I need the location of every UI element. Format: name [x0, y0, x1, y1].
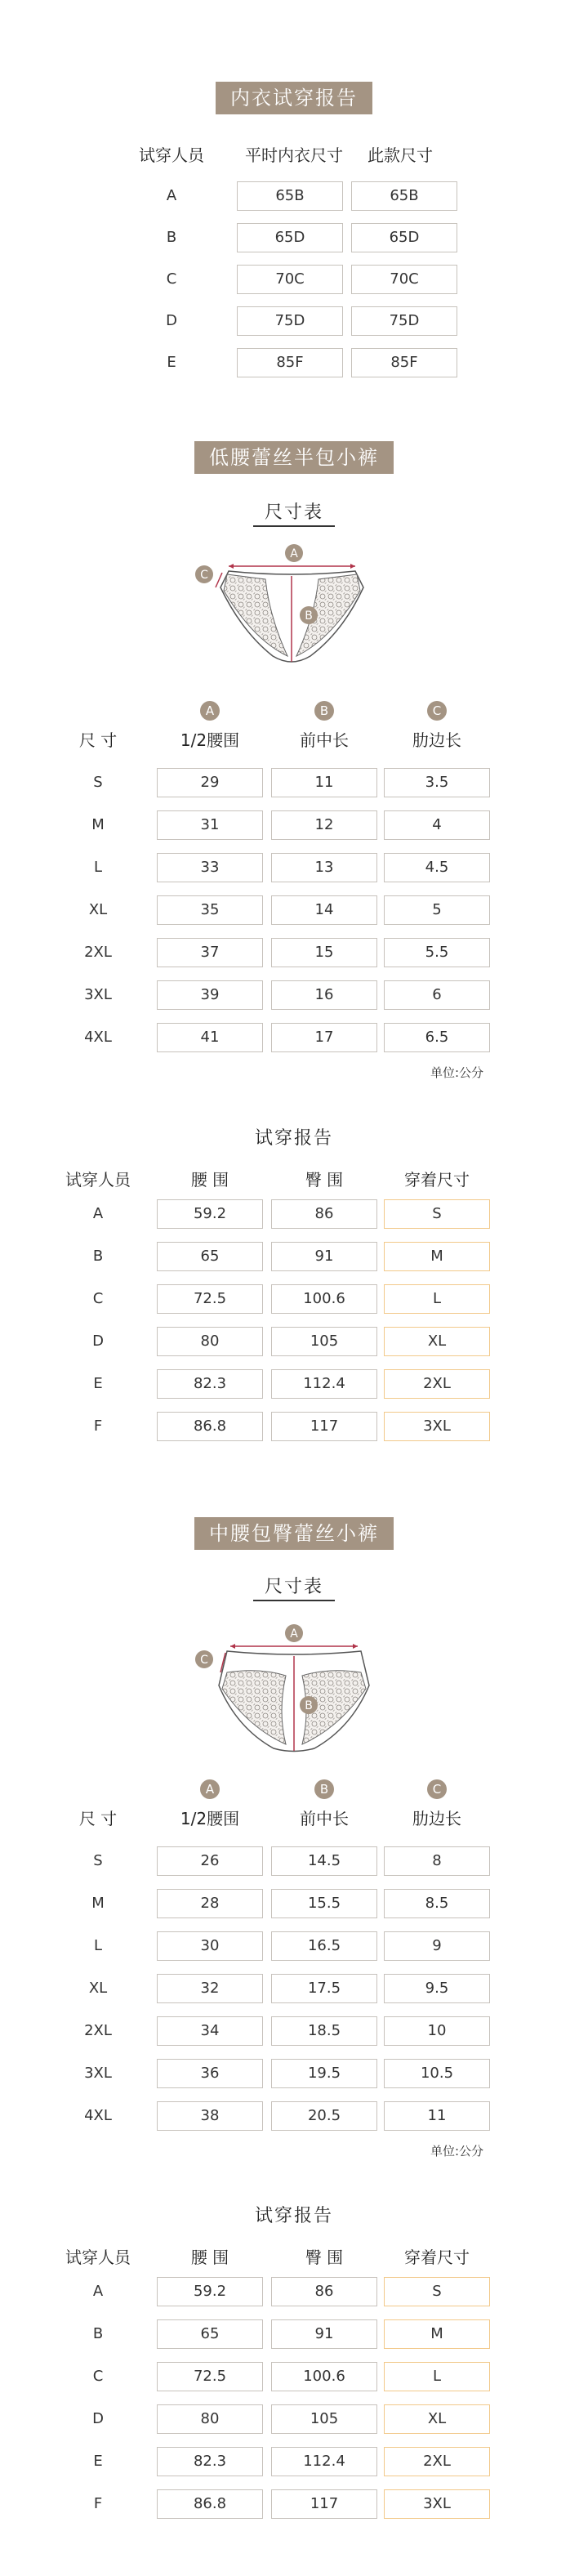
column-header: 平时内衣尺寸 — [245, 145, 343, 165]
usual-size-cell: 75D — [237, 306, 343, 336]
column-badge: C — [427, 701, 447, 721]
fit-report-title: 试穿报告 — [254, 1128, 333, 1149]
waist-column-header: 腰 围 — [190, 2248, 229, 2267]
worn-size-cell: 2XL — [384, 2447, 490, 2476]
table-header-row — [0, 141, 588, 170]
bra-report-banner — [216, 82, 372, 114]
half-waist-header: 1/2腰围 — [180, 1809, 240, 1828]
front-length-cell: 18.5 — [271, 2016, 377, 2046]
waist-cell: 80 — [157, 2404, 263, 2434]
diagram-label-c: C — [200, 1654, 208, 1667]
person-label: F — [93, 1417, 103, 1435]
size-label: M — [91, 816, 105, 833]
hip-column-header: 臀 围 — [305, 2248, 344, 2267]
half-waist-cell: 35 — [157, 895, 263, 925]
waist-cell: 86.8 — [157, 2489, 263, 2519]
size-label: XL — [88, 1980, 108, 1997]
table-row — [0, 348, 588, 377]
size-row — [0, 2059, 588, 2088]
size-chart-underline — [253, 1600, 335, 1601]
front-length-cell: 15 — [271, 938, 377, 967]
half-waist-cell: 33 — [157, 853, 263, 882]
this-size-cell: 75D — [351, 306, 457, 336]
person-label: A — [92, 2283, 104, 2300]
low-waist-brief-diagram — [180, 535, 392, 674]
side-length-cell: 8 — [384, 1846, 490, 1876]
size-label: 2XL — [84, 2022, 112, 2039]
worn-size-cell: 2XL — [384, 1369, 490, 1399]
hip-cell: 86 — [271, 2277, 377, 2306]
side-length-cell: 5.5 — [384, 938, 490, 967]
worn-size-cell: 3XL — [384, 2489, 490, 2519]
front-length-cell: 11 — [271, 768, 377, 797]
worn-size-cell: M — [384, 2319, 490, 2349]
half-waist-cell: 36 — [157, 2059, 263, 2088]
half-waist-cell: 29 — [157, 768, 263, 797]
side-length-cell: 6 — [384, 980, 490, 1010]
size-label: 3XL — [84, 2065, 112, 2082]
side-length-header: 肋边长 — [412, 730, 461, 750]
hip-column-header: 臀 围 — [305, 1170, 344, 1190]
side-length-cell: 3.5 — [384, 768, 490, 797]
mid-waist-brief-diagram — [180, 1614, 392, 1761]
report-row — [0, 1327, 588, 1356]
person-column-header: 试穿人员 — [65, 2248, 131, 2267]
report-row — [0, 1369, 588, 1399]
usual-size-cell: 70C — [237, 265, 343, 294]
worn-size-column-header: 穿着尺寸 — [404, 2248, 470, 2267]
worn-size-cell: XL — [384, 2404, 490, 2434]
person-label: D — [92, 1333, 104, 1350]
usual-size-cell: 85F — [237, 348, 343, 377]
column-header: 此款尺寸 — [368, 145, 433, 165]
half-waist-cell: 37 — [157, 938, 263, 967]
diagram-label-a: A — [290, 1627, 298, 1641]
table-row — [0, 306, 588, 336]
size-column-header: 尺 寸 — [78, 730, 118, 750]
size-row — [0, 1889, 588, 1918]
size-row — [0, 853, 588, 882]
size-row — [0, 768, 588, 797]
size-header-row — [0, 725, 588, 755]
bra-report-title: 内衣试穿报告 — [230, 87, 358, 109]
size-label: S — [93, 774, 103, 791]
size-label: M — [91, 1895, 105, 1912]
report-row — [0, 2362, 588, 2391]
column-badge: A — [200, 701, 220, 721]
size-label: 4XL — [84, 1029, 112, 1046]
this-size-cell: 65B — [351, 181, 457, 211]
report-row — [0, 1284, 588, 1314]
this-size-cell: 85F — [351, 348, 457, 377]
hip-cell: 100.6 — [271, 2362, 377, 2391]
fit-report-title: 试穿报告 — [254, 2206, 333, 2226]
size-chart-title: 尺寸表 — [264, 1577, 323, 1597]
column-badge: A — [200, 1779, 220, 1799]
hip-cell: 105 — [271, 1327, 377, 1356]
half-waist-cell: 28 — [157, 1889, 263, 1918]
waist-cell: 65 — [157, 1242, 263, 1271]
half-waist-cell: 30 — [157, 1931, 263, 1961]
size-row — [0, 1931, 588, 1961]
waist-cell: 82.3 — [157, 1369, 263, 1399]
size-row — [0, 2101, 588, 2131]
front-length-cell: 17.5 — [271, 1974, 377, 2003]
hip-cell: 117 — [271, 1412, 377, 1441]
size-label: XL — [88, 901, 108, 918]
hip-cell: 112.4 — [271, 1369, 377, 1399]
person-label: B — [92, 1248, 104, 1265]
front-length-cell: 17 — [271, 1023, 377, 1052]
waist-cell: 72.5 — [157, 2362, 263, 2391]
person-label: A — [92, 1205, 104, 1222]
front-length-cell: 15.5 — [271, 1889, 377, 1918]
front-length-cell: 19.5 — [271, 2059, 377, 2088]
half-waist-cell: 38 — [157, 2101, 263, 2131]
person-label: E — [93, 2453, 103, 2470]
report-row — [0, 2447, 588, 2476]
waist-cell: 80 — [157, 1327, 263, 1356]
half-waist-cell: 39 — [157, 980, 263, 1010]
size-row — [0, 2016, 588, 2046]
this-size-cell: 65D — [351, 223, 457, 252]
side-length-cell: 11 — [384, 2101, 490, 2131]
column-header: 试穿人员 — [139, 145, 204, 165]
hip-cell: 91 — [271, 2319, 377, 2349]
report-row — [0, 1242, 588, 1271]
waist-cell: 59.2 — [157, 1199, 263, 1229]
hip-cell: 86 — [271, 1199, 377, 1229]
person-column-header: 试穿人员 — [65, 1170, 131, 1190]
size-header-row — [0, 1804, 588, 1833]
diagram-label-b: B — [305, 1699, 313, 1712]
person-label: C — [166, 270, 177, 288]
size-label: 4XL — [84, 2107, 112, 2124]
size-label: 2XL — [84, 944, 112, 961]
side-length-cell: 9 — [384, 1931, 490, 1961]
hip-cell: 105 — [271, 2404, 377, 2434]
half-waist-cell: 34 — [157, 2016, 263, 2046]
size-row — [0, 1023, 588, 1052]
report-row — [0, 2404, 588, 2434]
half-waist-cell: 32 — [157, 1974, 263, 2003]
usual-size-cell: 65D — [237, 223, 343, 252]
front-length-header: 前中长 — [300, 730, 349, 750]
column-badge: C — [427, 1779, 447, 1799]
front-length-cell: 12 — [271, 810, 377, 840]
low-waist-banner — [194, 441, 394, 474]
report-row — [0, 2277, 588, 2306]
size-label: L — [93, 859, 103, 876]
worn-size-cell: S — [384, 1199, 490, 1229]
waist-cell: 65 — [157, 2319, 263, 2349]
front-length-cell: 16.5 — [271, 1931, 377, 1961]
report-row — [0, 1199, 588, 1229]
half-waist-header: 1/2腰围 — [180, 730, 240, 750]
person-label: B — [166, 229, 177, 246]
person-label: C — [92, 2368, 104, 2385]
person-label: C — [92, 1290, 104, 1307]
waist-cell: 59.2 — [157, 2277, 263, 2306]
size-row — [0, 980, 588, 1010]
waist-cell: 72.5 — [157, 1284, 263, 1314]
person-label: D — [166, 312, 177, 329]
size-chart-underline — [253, 525, 335, 527]
report-row — [0, 2319, 588, 2349]
report-row — [0, 1412, 588, 1441]
half-waist-cell: 26 — [157, 1846, 263, 1876]
half-waist-cell: 41 — [157, 1023, 263, 1052]
side-length-cell: 10 — [384, 2016, 490, 2046]
diagram-label-b: B — [305, 609, 313, 623]
diagram-label-c: C — [200, 569, 208, 582]
person-label: B — [92, 2325, 104, 2342]
worn-size-cell: XL — [384, 1327, 490, 1356]
front-length-header: 前中长 — [300, 1809, 349, 1828]
side-length-cell: 6.5 — [384, 1023, 490, 1052]
front-length-cell: 13 — [271, 853, 377, 882]
report-header-row — [0, 1165, 588, 1194]
size-row — [0, 810, 588, 840]
size-chart-title: 尺寸表 — [264, 502, 323, 523]
waist-cell: 86.8 — [157, 1412, 263, 1441]
side-length-cell: 10.5 — [384, 2059, 490, 2088]
hip-cell: 100.6 — [271, 1284, 377, 1314]
waist-cell: 82.3 — [157, 2447, 263, 2476]
size-column-header: 尺 寸 — [78, 1809, 118, 1828]
side-length-cell: 5 — [384, 895, 490, 925]
size-row — [0, 895, 588, 925]
size-row — [0, 1974, 588, 2003]
side-length-cell: 4 — [384, 810, 490, 840]
unit-note: 单位:公分 — [430, 1065, 484, 1080]
column-badge: B — [314, 1779, 334, 1799]
table-row — [0, 181, 588, 211]
front-length-cell: 14 — [271, 895, 377, 925]
mid-waist-title: 中腰包臀蕾丝小裤 — [209, 1522, 379, 1545]
size-row — [0, 1846, 588, 1876]
column-badge: B — [314, 701, 334, 721]
worn-size-column-header: 穿着尺寸 — [404, 1170, 470, 1190]
worn-size-cell: M — [384, 1242, 490, 1271]
this-size-cell: 70C — [351, 265, 457, 294]
unit-note: 单位:公分 — [430, 2144, 484, 2159]
person-label: E — [93, 1375, 103, 1392]
person-label: E — [167, 354, 176, 371]
side-length-cell: 4.5 — [384, 853, 490, 882]
size-label: L — [93, 1937, 103, 1954]
hip-cell: 91 — [271, 1242, 377, 1271]
low-waist-title: 低腰蕾丝半包小裤 — [209, 446, 379, 469]
mid-waist-banner — [194, 1517, 394, 1550]
person-label: D — [92, 2410, 104, 2427]
report-header-row — [0, 2243, 588, 2272]
size-row — [0, 938, 588, 967]
half-waist-cell: 31 — [157, 810, 263, 840]
hip-cell: 112.4 — [271, 2447, 377, 2476]
diagram-label-a: A — [290, 547, 298, 560]
worn-size-cell: S — [384, 2277, 490, 2306]
side-length-cell: 8.5 — [384, 1889, 490, 1918]
worn-size-cell: 3XL — [384, 1412, 490, 1441]
worn-size-cell: L — [384, 2362, 490, 2391]
size-label: S — [93, 1852, 103, 1869]
hip-cell: 117 — [271, 2489, 377, 2519]
front-length-cell: 20.5 — [271, 2101, 377, 2131]
side-length-cell: 9.5 — [384, 1974, 490, 2003]
person-label: A — [166, 187, 177, 204]
size-label: 3XL — [84, 986, 112, 1003]
table-row — [0, 265, 588, 294]
front-length-cell: 16 — [271, 980, 377, 1010]
usual-size-cell: 65B — [237, 181, 343, 211]
waist-column-header: 腰 围 — [190, 1170, 229, 1190]
side-length-header: 肋边长 — [412, 1809, 461, 1828]
report-row — [0, 2489, 588, 2519]
front-length-cell: 14.5 — [271, 1846, 377, 1876]
person-label: F — [93, 2495, 103, 2512]
table-row — [0, 223, 588, 252]
worn-size-cell: L — [384, 1284, 490, 1314]
